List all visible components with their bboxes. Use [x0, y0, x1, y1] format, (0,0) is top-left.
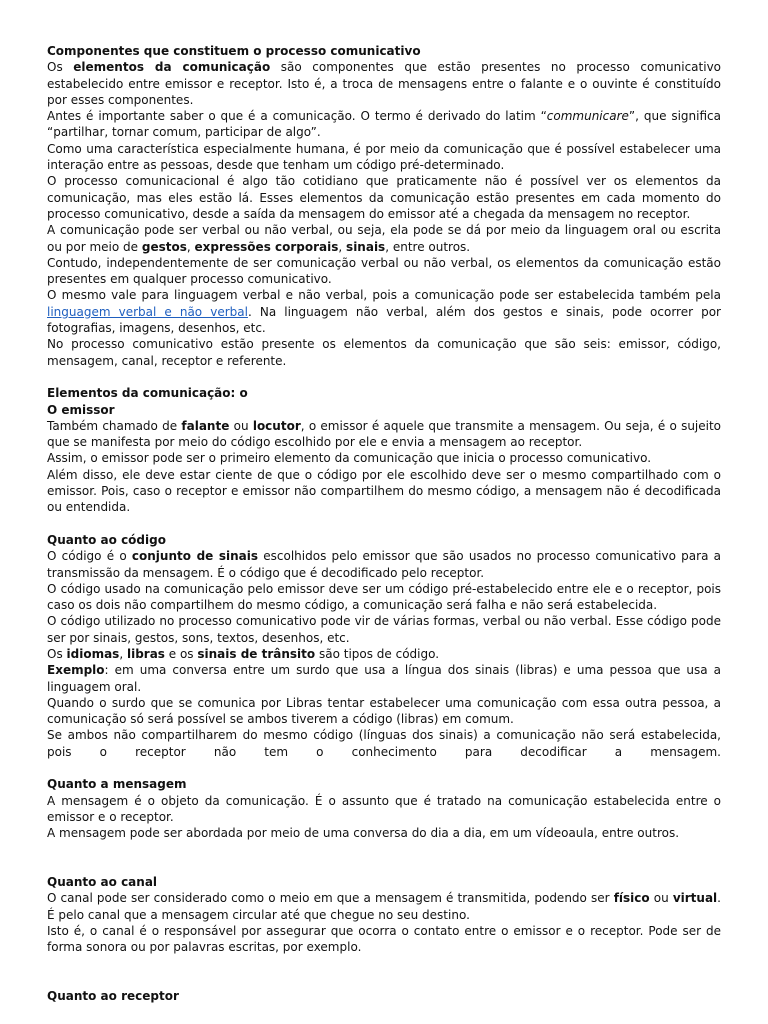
- document-page: [47, 43, 721, 1005]
- spacer: [47, 516, 721, 532]
- section-heading: Quanto a mensagem: [47, 777, 187, 792]
- text-run: escolhidos pelo emissor que são usados no processo comunicativo para a transmissão da mensagem. É o código que é decodificado pelo receptor.: [47, 549, 721, 580]
- text-run: O código é o: [47, 549, 132, 564]
- paragraph: [47, 108, 721, 141]
- bold-text: Exemplo: [47, 663, 105, 678]
- paragraph: A mensagem é o objeto da comunicação. É o assunto que é tratado na comunicação estabelecida entre o emissor e o receptor.: [47, 793, 721, 824]
- paragraph: [47, 287, 721, 336]
- text-run: ”, que significa “partilhar, tornar comum, participar de algo”.: [47, 109, 721, 140]
- paragraph: [47, 418, 721, 451]
- paragraph: [47, 890, 721, 923]
- bold-text: físico: [613, 891, 650, 906]
- bold-text: falante: [181, 418, 230, 433]
- bold-text: elementos da comunicação: [73, 60, 271, 75]
- paragraph: [47, 662, 721, 695]
- paragraph: Isto é, o canal é o responsável por assegurar que ocorra o contato entre o emissor e o receptor. Pode ser de forma sonora ou por palavras escritas, por exemplo.: [47, 924, 721, 955]
- bold-text: libras: [126, 646, 165, 661]
- text-run: são tipos de código.: [315, 646, 440, 661]
- text-run: Antes é importante saber o que é a comunicação. O termo é derivado do latim “: [47, 109, 547, 124]
- paragraph: Além disso, ele deve estar ciente de que o código por ele escolhido deve ser o mesmo compartilhado com o emissor. Pois, caso o receptor e emissor não compartilhem do mesmo código, a mensagem não é decodificada ou entendida.: [47, 467, 721, 515]
- bold-text: sinais: [346, 239, 386, 254]
- text-run: A comunicação pode ser verbal ou não verbal, ou seja, ela pode se dá por meio da linguagem oral ou escrita ou por meio de: [47, 223, 721, 254]
- paragraph: Se ambos não compartilharem do mesmo código (línguas dos sinais) a comunicação não será estabelecida, pois o receptor não tem o conhecimento para decodificar a mensagem.: [47, 728, 721, 759]
- text-run: O canal pode ser considerado como o meio em que a mensagem é transmitida, podendo ser: [47, 891, 614, 906]
- spacer: [47, 760, 721, 776]
- paragraph: Assim, o emissor pode ser o primeiro elemento da comunicação que inicia o processo comunicativo.: [47, 451, 652, 466]
- bold-text: gestos: [141, 239, 187, 254]
- paragraph: No processo comunicativo estão presente os elementos da comunicação que são seis: emissor, código, mensagem, canal, receptor e referente.: [47, 337, 721, 368]
- bold-text: idiomas: [66, 646, 120, 661]
- spacer: [47, 842, 721, 875]
- section-heading: Quanto ao código: [47, 532, 166, 547]
- section-heading: Quanto ao canal: [47, 875, 158, 890]
- text-run: , entre outros.: [385, 239, 471, 254]
- paragraph: O processo comunicacional é algo tão cotidiano que praticamente não é possível ver os elementos da comunicação, mas eles estão lá. Esses elementos da comunicação estão presentes em cada momento do processo comunicativo, desde a saída da mensagem do emissor até a chegada da mensagem no receptor.: [47, 174, 721, 221]
- spacer: [47, 956, 721, 989]
- paragraph: Quando o surdo que se comunica por Libras tentar estabelecer uma comunicação com essa outra pessoa, a comunicação só será possível se ambos tiverem a código (libras) em comum.: [47, 695, 721, 727]
- paragraph: [47, 222, 721, 255]
- bold-text: expressões corporais: [194, 239, 339, 254]
- paragraph: [47, 646, 721, 662]
- bold-text: locutor: [252, 418, 301, 433]
- text-run: . É pelo canal que a mensagem circular até que chegue no seu destino.: [47, 891, 721, 922]
- text-run: ,: [338, 239, 347, 254]
- paragraph: [47, 548, 721, 581]
- paragraph: Contudo, independentemente de ser comunicação verbal ou não verbal, os elementos da comunicação estão presentes em qualquer processo comunicativo.: [47, 255, 721, 287]
- text-run: Também chamado de: [47, 418, 182, 433]
- section-heading: Componentes que constituem o processo comunicativo: [47, 44, 421, 58]
- text-run: ou: [649, 891, 673, 906]
- section-heading: Quanto ao receptor: [47, 989, 179, 1004]
- bold-text: virtual: [672, 891, 718, 906]
- bold-text: conjunto de sinais: [131, 549, 259, 564]
- text-run: Os: [47, 60, 74, 75]
- paragraph: A mensagem pode ser abordada por meio de uma conversa do dia a dia, em um vídeoaula, entre outros.: [47, 826, 680, 841]
- text-run: são componentes que estão presentes no processo comunicativo estabelecido entre emissor e receptor. Isto é, a troca de mensagens entre o falante e o ouvinte é constituído por esses componentes.: [47, 60, 722, 107]
- text-run: ,: [119, 646, 127, 661]
- text-run: ,: [186, 239, 195, 254]
- paragraph: O código usado na comunicação pelo emissor deve ser um código pré-estabelecido entre ele e o receptor, pois caso os dois não compartilhem do mesmo código, a comunicação será falha e não será estabelecida.: [47, 581, 721, 613]
- text-run: ou: [229, 418, 253, 433]
- bold-text: sinais de trânsito: [197, 646, 316, 661]
- text-run: Os: [47, 646, 67, 661]
- subsection-heading: O emissor: [47, 402, 115, 417]
- italic-text: communicare: [546, 109, 629, 124]
- paragraph: O código utilizado no processo comunicativo pode vir de várias formas, verbal ou não verbal. Esse código pode ser por sinais, gestos, sons, textos, desenhos, etc.: [47, 614, 721, 645]
- section-heading: Elementos da comunicação: o: [47, 386, 248, 401]
- text-run: . Na linguagem não verbal, além dos gestos e sinais, pode ocorrer por fotografias, imagens, desenhos, etc.: [47, 304, 721, 336]
- text-run: , o emissor é aquele que transmite a mensagem. Ou seja, é o sujeito que se manifesta por meio do código escolhido por ele e envia a mensagem ao receptor.: [47, 418, 722, 450]
- spacer: [47, 369, 721, 385]
- text-run: e os: [164, 646, 198, 661]
- hyperlink-verbal-nao-verbal[interactable]: linguagem verbal e não verbal: [47, 304, 248, 319]
- paragraph: Como uma característica especialmente humana, é por meio da comunicação que é possível estabelecer uma interação entre as pessoas, desde que tenham um código pré-determinado.: [47, 141, 721, 173]
- text-run: O mesmo vale para linguagem verbal e não verbal, pois a comunicação pode ser estabelecida também pela: [47, 288, 721, 303]
- text-run: : em uma conversa entre um surdo que usa a língua dos sinais (libras) e uma pessoa que usa a linguagem oral.: [47, 663, 721, 694]
- paragraph: [47, 59, 721, 108]
